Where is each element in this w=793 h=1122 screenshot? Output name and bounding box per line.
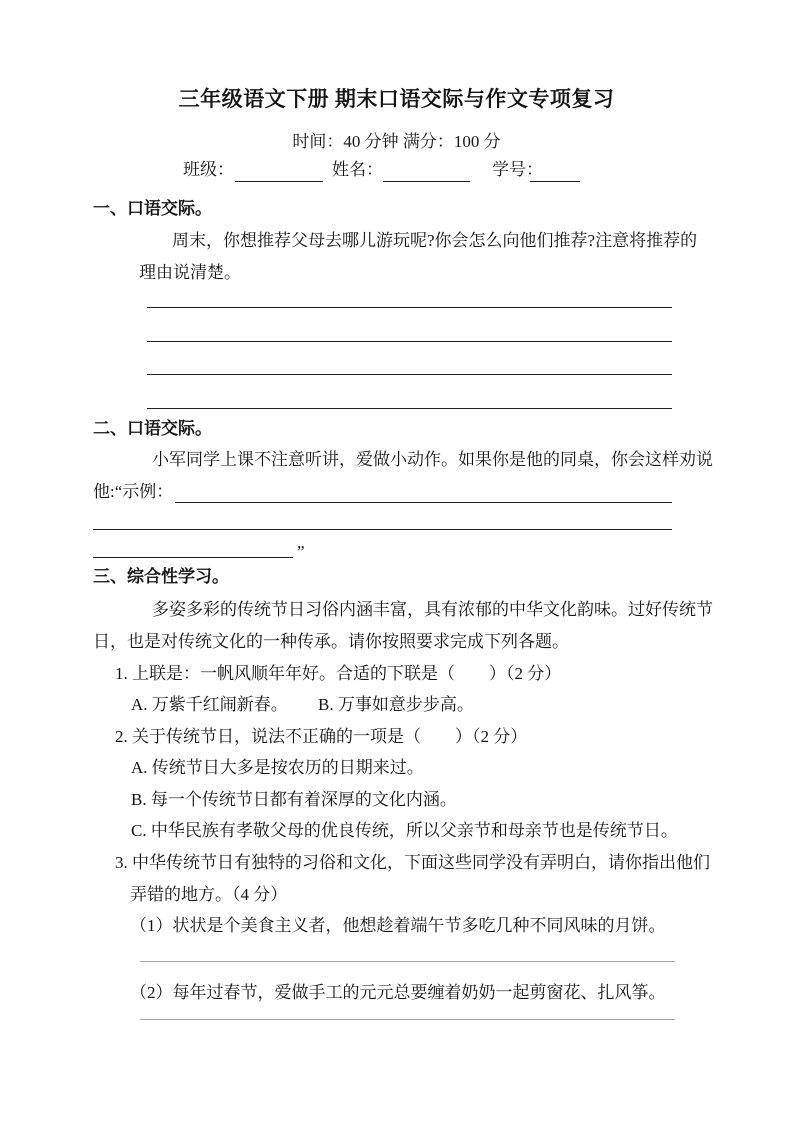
name-blank[interactable] [383, 181, 470, 182]
answer-line[interactable] [147, 341, 672, 342]
student-no-label: 学号： [492, 160, 543, 179]
question1-option-b[interactable]: B. 万事如意步步高。 [318, 695, 474, 714]
question3-item1: （1）状状是个美食主义者，他想趁着端午节多吃几种不同风味的月饼。 [130, 916, 666, 935]
section1-text-line2: 理由说清楚。 [139, 263, 241, 282]
question1-option-a[interactable]: A. 万紫千红闹新春。 [131, 695, 288, 714]
class-label: 班级： [183, 160, 234, 179]
answer-line[interactable] [140, 961, 675, 962]
section2-example-prefix: 他:“示例： [93, 482, 174, 501]
answer-line[interactable] [147, 374, 672, 375]
answer-line[interactable] [147, 408, 672, 409]
page-title: 三年级语文下册 期末口语交际与作文专项复习 [178, 87, 615, 111]
student-no-blank[interactable] [530, 181, 580, 182]
question3-stem-line1: 3. 中华传统节日有独特的习俗和文化，下面这些同学没有弄明白，请你指出他们 [115, 853, 710, 872]
section2-example-row [93, 481, 672, 503]
exam-meta: 时间：40 分钟 满分：100 分 [292, 132, 501, 151]
question2-option-c[interactable]: C. 中华民族有孝敬父母的优良传统，所以父亲节和母亲节也是传统节日。 [131, 821, 678, 840]
closing-quote: ” [297, 542, 305, 561]
question1-stem: 1. 上联是：一帆风顺年年好。合适的下联是（ ）（2 分） [115, 664, 562, 683]
question2-option-a[interactable]: A. 传统节日大多是按农历的日期来过。 [131, 758, 424, 777]
question3-item2: （2）每年过春节，爱做手工的元元总要缠着奶奶一起剪窗花、扎风筝。 [130, 983, 666, 1002]
class-blank[interactable] [235, 181, 323, 182]
section3-intro-line2: 日，也是对传统文化的一种传承。请你按照要求完成下列各题。 [93, 632, 569, 651]
section2-text-line1: 小军同学上课不注意听讲，爱做小动作。如果你是他的同桌，你会这样劝说 [152, 450, 713, 469]
question2-option-b[interactable]: B. 每一个传统节日都有着深厚的文化内涵。 [131, 790, 457, 809]
section1-text-line1: 周末，你想推荐父母去哪儿游玩呢?你会怎么向他们推荐?注意将推荐的 [172, 231, 698, 250]
section3-intro-line1: 多姿多彩的传统节日习俗内涵丰富，具有浓郁的中华文化韵味。过好传统节 [152, 600, 713, 619]
answer-line[interactable] [93, 529, 672, 530]
section3-heading: 三、综合性学习。 [93, 567, 229, 586]
question3-stem-line2: 弄错的地方。（4 分） [130, 885, 288, 904]
answer-line[interactable] [147, 307, 672, 308]
answer-blank-inline[interactable] [175, 482, 672, 503]
answer-line[interactable] [93, 557, 293, 558]
section1-heading: 一、口语交际。 [93, 199, 212, 218]
question2-stem: 2. 关于传统节日，说法不正确的一项是（ ）（2 分） [115, 727, 528, 746]
name-label: 姓名： [332, 160, 383, 179]
answer-line[interactable] [140, 1019, 675, 1020]
section2-heading: 二、口语交际。 [93, 419, 212, 438]
